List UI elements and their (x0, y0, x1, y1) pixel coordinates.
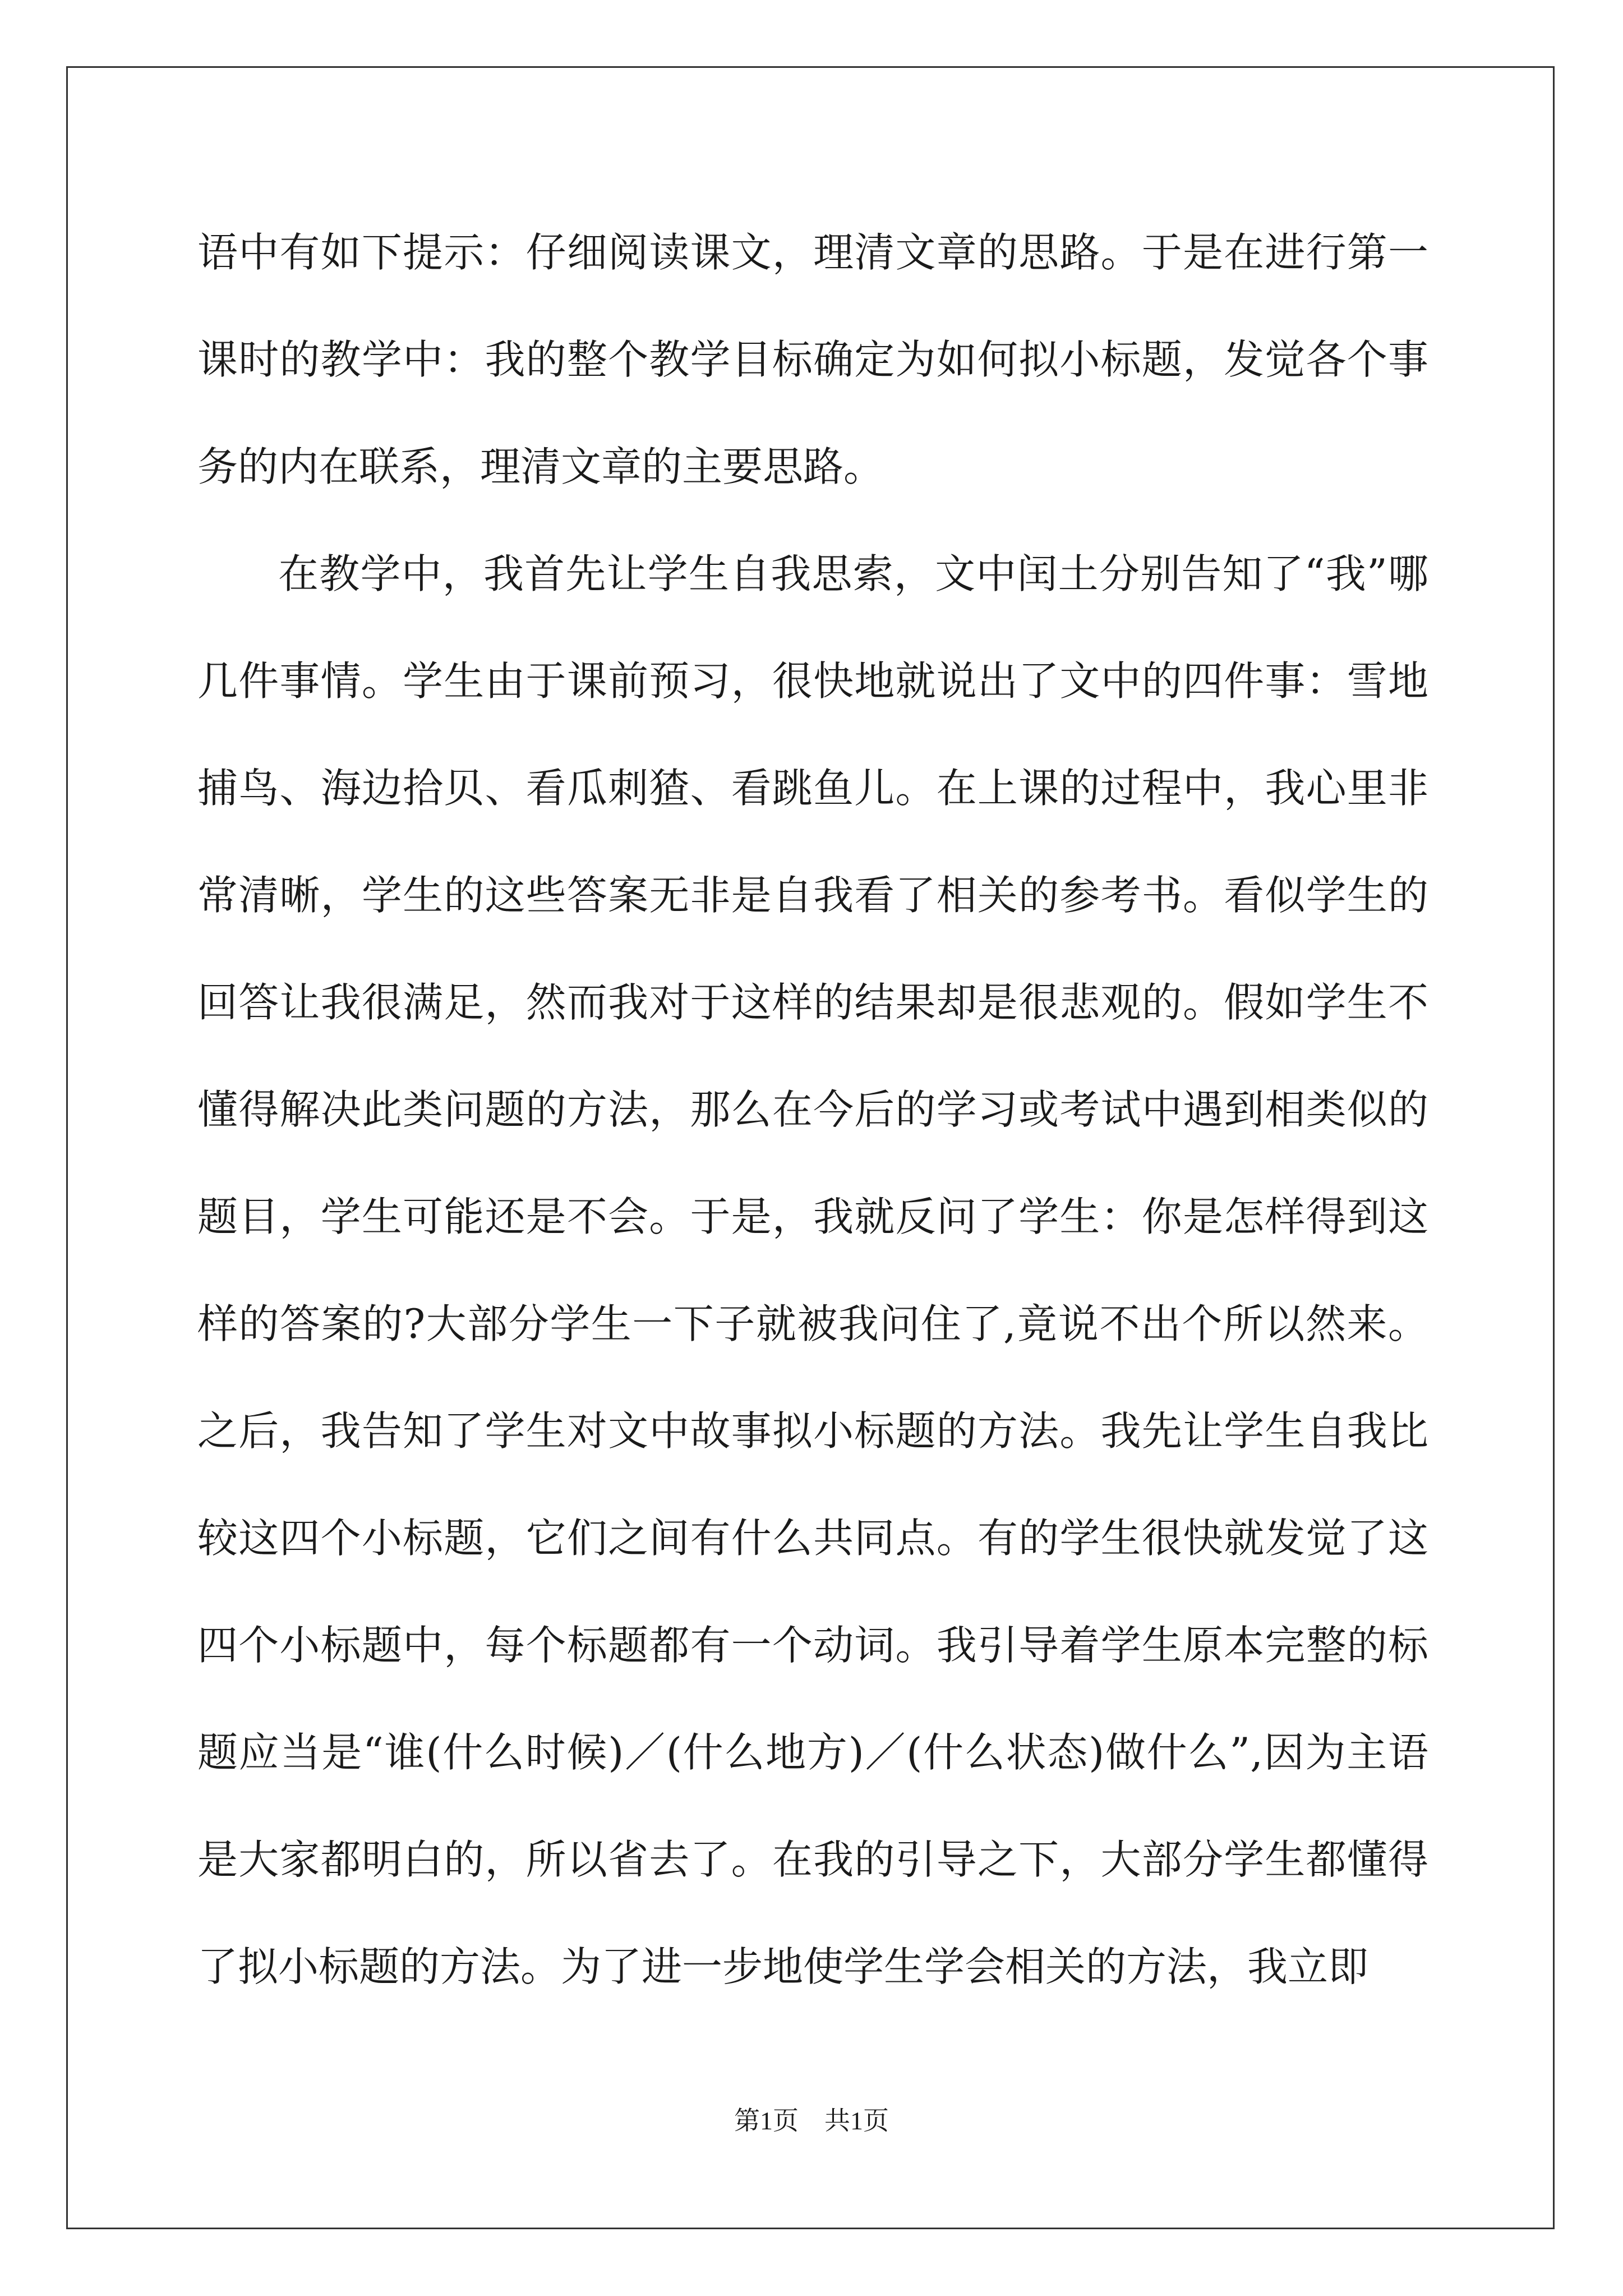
paragraph-1: 语中有如下提示：仔细阅读课文，理清文章的思路。于是在进行第一课时的教学中：我的整个教学目标确定为如何拟小标题，发觉各个事务的内在联系，理清文章的主要思路。 (197, 229, 1428, 490)
paragraph-2: 在教学中，我首先让学生自我思索，文中闰土分别告知了“我”哪几件事情。学生由于课前预习，很快地就说出了文中的四件事：雪地捕鸟、海边拾贝、看瓜刺猹、看跳鱼儿。在上课的过程中，我心里非常清晰，学生的这些答案无非是自我看了相关的参考书。看似学生的回答让我很满足，然而我对于这样的结果却是很悲观的。假如学生不懂得解决此类问题的方法，那么在今后的学习或考试中遇到相类似的题目，学生可能还是不会。于是，我就反问了学生：你是怎样得到这样的答案的?大部分学生一下子就被我问住了,竟说不出个所以然来。之后，我告知了学生对文中故事拟小标题的方法。我先让学生自我比较这四个小标题，它们之间有什么共同点。有的学生很快就发觉了这四个小标题中，每个标题都有一个动词。我引导着学生原本完整的标题应当是“谁(什么时候)／(什么地方)／(什么状态)做什么”,因为主语是大家都明白的，所以省去了。在我的引导之下，大部分学生都懂得了拟小标题的方法。为了进一步地使学生学会相关的方法，我立即 (197, 550, 1428, 1990)
document-body (197, 199, 1428, 2021)
page-number-footer: 第1页 共1页 (734, 2106, 889, 2135)
